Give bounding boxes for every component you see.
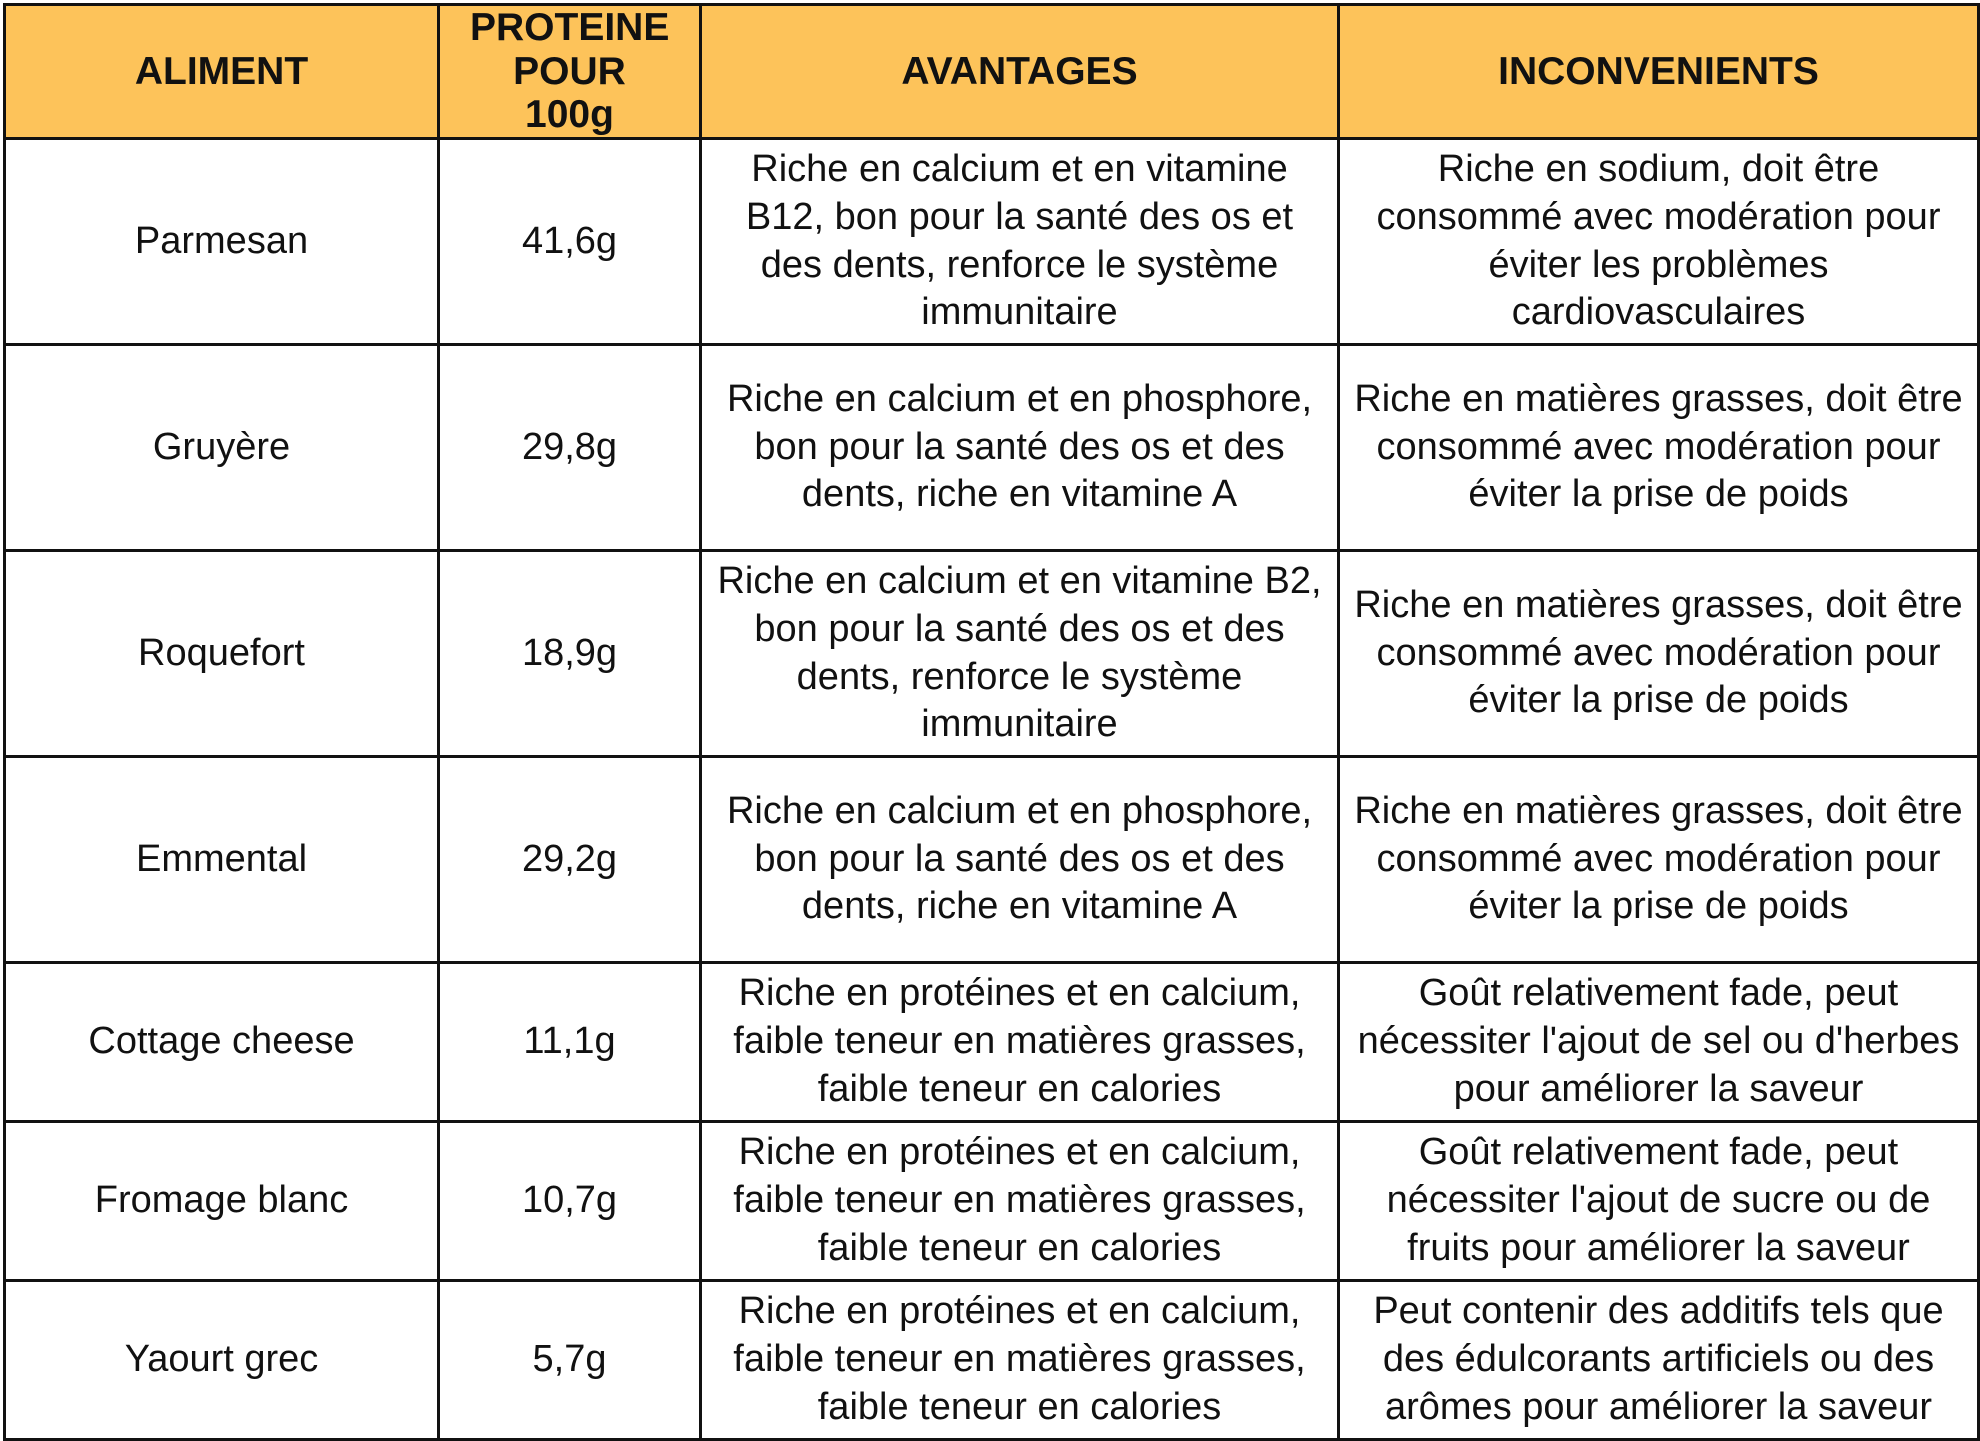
cell-aliment: Fromage blanc <box>5 1122 439 1281</box>
header-inconvenients: INCONVENIENTS <box>1339 5 1979 139</box>
cell-aliment: Emmental <box>5 757 439 963</box>
cell-avantages: Riche en calcium et en vitamine B12, bon pour la santé des os et des dents, renforce le système immunitaire <box>701 139 1339 345</box>
cell-inconvenients: Riche en matières grasses, doit être consommé avec modération pour éviter la prise de poids <box>1339 757 1979 963</box>
cell-aliment: Parmesan <box>5 139 439 345</box>
cell-avantages: Riche en calcium et en phosphore, bon pour la santé des os et des dents, riche en vitamine A <box>701 345 1339 551</box>
cell-aliment: Gruyère <box>5 345 439 551</box>
cell-proteine: 29,2g <box>439 757 701 963</box>
cell-inconvenients: Riche en sodium, doit être consommé avec modération pour éviter les problèmes cardiovasculaires <box>1339 139 1979 345</box>
header-row <box>5 5 1979 139</box>
header-proteine: PROTEINE POUR 100g <box>439 5 701 139</box>
header-avantages: AVANTAGES <box>701 5 1339 139</box>
table-row <box>5 139 1979 345</box>
cell-avantages: Riche en protéines et en calcium, faible teneur en matières grasses, faible teneur en calories <box>701 1281 1339 1440</box>
cell-aliment: Yaourt grec <box>5 1281 439 1440</box>
cell-proteine: 18,9g <box>439 551 701 757</box>
table-row <box>5 1281 1979 1440</box>
cell-inconvenients: Goût relativement fade, peut nécessiter l'ajout de sel ou d'herbes pour améliorer la saveur <box>1339 963 1979 1122</box>
cell-proteine: 41,6g <box>439 139 701 345</box>
cell-proteine: 29,8g <box>439 345 701 551</box>
cell-avantages: Riche en calcium et en phosphore, bon pour la santé des os et des dents, riche en vitamine A <box>701 757 1339 963</box>
cell-aliment: Roquefort <box>5 551 439 757</box>
header-aliment: ALIMENT <box>5 5 439 139</box>
table-body <box>5 139 1979 1440</box>
cheese-protein-table <box>3 3 1980 1441</box>
cell-inconvenients: Peut contenir des additifs tels que des édulcorants artificiels ou des arômes pour améliorer la saveur <box>1339 1281 1979 1440</box>
cell-avantages: Riche en protéines et en calcium, faible teneur en matières grasses, faible teneur en calories <box>701 1122 1339 1281</box>
table-row <box>5 345 1979 551</box>
cell-proteine: 5,7g <box>439 1281 701 1440</box>
cell-inconvenients: Riche en matières grasses, doit être consommé avec modération pour éviter la prise de poids <box>1339 345 1979 551</box>
table-row <box>5 1122 1979 1281</box>
cell-proteine: 11,1g <box>439 963 701 1122</box>
table-header <box>5 5 1979 139</box>
cell-proteine: 10,7g <box>439 1122 701 1281</box>
cell-aliment: Cottage cheese <box>5 963 439 1122</box>
table-row <box>5 551 1979 757</box>
cell-avantages: Riche en protéines et en calcium, faible teneur en matières grasses, faible teneur en calories <box>701 963 1339 1122</box>
cell-inconvenients: Riche en matières grasses, doit être consommé avec modération pour éviter la prise de poids <box>1339 551 1979 757</box>
cell-avantages: Riche en calcium et en vitamine B2, bon pour la santé des os et des dents, renforce le système immunitaire <box>701 551 1339 757</box>
cell-inconvenients: Goût relativement fade, peut nécessiter l'ajout de sucre ou de fruits pour améliorer la saveur <box>1339 1122 1979 1281</box>
table-row <box>5 963 1979 1122</box>
table-row <box>5 757 1979 963</box>
